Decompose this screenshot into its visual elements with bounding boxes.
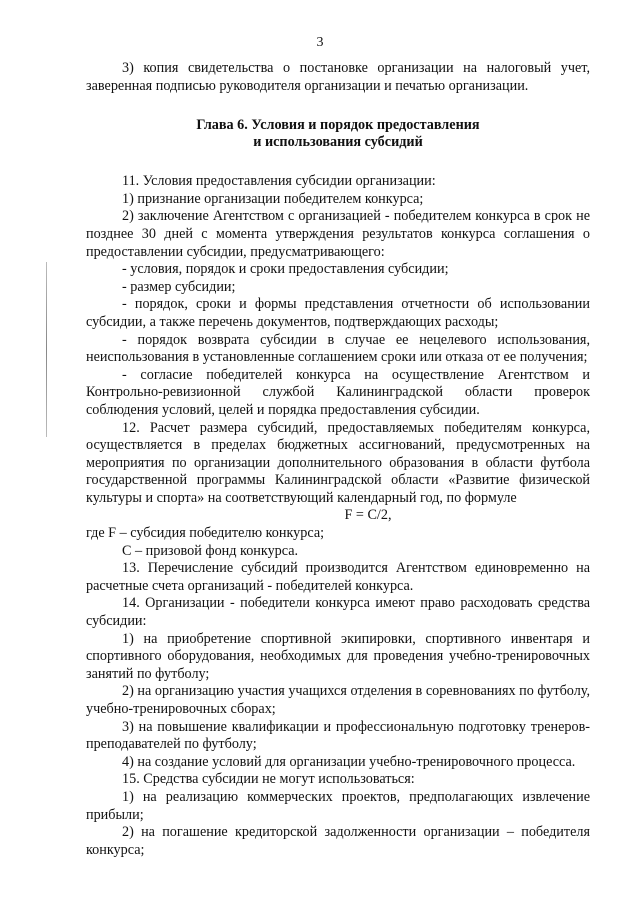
paragraph-11-2-a: - условия, порядок и сроки предоставления субсидии;	[122, 261, 449, 278]
paragraph-14-3: 3) на повышение квалификации и профессиональную подготовку тренеров-преподавателей по футболу;	[86, 718, 590, 753]
paragraph-11-2-e: - согласие победителей конкурса на осуществление Агентством и Контрольно-ревизионной службой Калининградской области проверок соблюдения условий, целей и порядка предоставления субсидии.	[86, 366, 590, 418]
paragraph-15-1: 1) на реализацию коммерческих проектов, предполагающих извлечение прибыли;	[86, 788, 590, 823]
paragraph-11: 11. Условия предоставления субсидии организации:	[122, 173, 436, 190]
chapter-heading-line-2: и использования субсидий	[253, 134, 423, 151]
paragraph-11-2-d: - порядок возврата субсидии в случае ее нецелевого использования, неиспользования в установленные соглашением сроки или отказа от ее получения;	[86, 331, 590, 366]
paragraph-14-1: 1) на приобретение спортивной экипировки, спортивного инвентаря и спортивного оборудования, необходимых для проведения учебно-тренировочных занятий по футболу;	[86, 630, 590, 682]
page-number: 3	[316, 35, 324, 50]
paragraph-11-2: 2) заключение Агентством с организацией - победителем конкурса в срок не позднее 30 дней с момента утверждения результатов конкурса соглашения о предоставлении субсидии, предусматривающего:	[86, 208, 590, 260]
formula-where-c: С – призовой фонд конкурса.	[122, 542, 299, 559]
chapter-heading	[86, 117, 590, 151]
paragraph-13: 13. Перечисление субсидий производится Агентством единовременно на расчетные счета организаций - победителей конкурса.	[86, 560, 590, 594]
paragraph-14-2: 2) на организацию участия учащихся отделения в соревнованиях по футболу, учебно-тренировочных сборах;	[86, 683, 590, 717]
paragraph-item-3-copy: 3) копия свидетельства о постановке организации на налоговый учет, заверенная подписью руководителя организации и печатью организации.	[86, 60, 590, 94]
formula: F = C/2,	[344, 507, 392, 524]
paragraph-11-2-b: - размер субсидии;	[122, 278, 236, 295]
paragraph-14-4: 4) на создание условий для организации учебно-тренировочного процесса.	[122, 753, 576, 770]
paragraph-15: 15. Средства субсидии не могут использоваться:	[122, 771, 415, 788]
paragraph-11-1: 1) признание организации победителем конкурса;	[122, 190, 424, 207]
paragraph-11-2-c: - порядок, сроки и формы представления отчетности об использовании субсидии, а также перечень документов, подтверждающих расходы;	[86, 296, 590, 330]
chapter-heading-line-1: Глава 6. Условия и порядок предоставления	[196, 117, 480, 134]
document-body	[86, 60, 590, 859]
paragraph-15-2: 2) на погашение кредиторской задолженности организации – победителя конкурса;	[86, 824, 590, 858]
formula-where-f: где F – субсидия победителю конкурса;	[86, 525, 325, 542]
paragraph-12: 12. Расчет размера субсидий, предоставляемых победителям конкурса, осуществляется в пределах бюджетных ассигнований, предусмотренных на мероприятия по организации дополнительного образования в области футбола государственной программы Калининградской области «Развитие физической культуры и спорта» на соответствующий календарный год, по формуле	[86, 419, 590, 506]
scan-edge-mark	[46, 262, 47, 437]
paragraph-14: 14. Организации - победители конкурса имеют право расходовать средства субсидии:	[86, 595, 590, 630]
